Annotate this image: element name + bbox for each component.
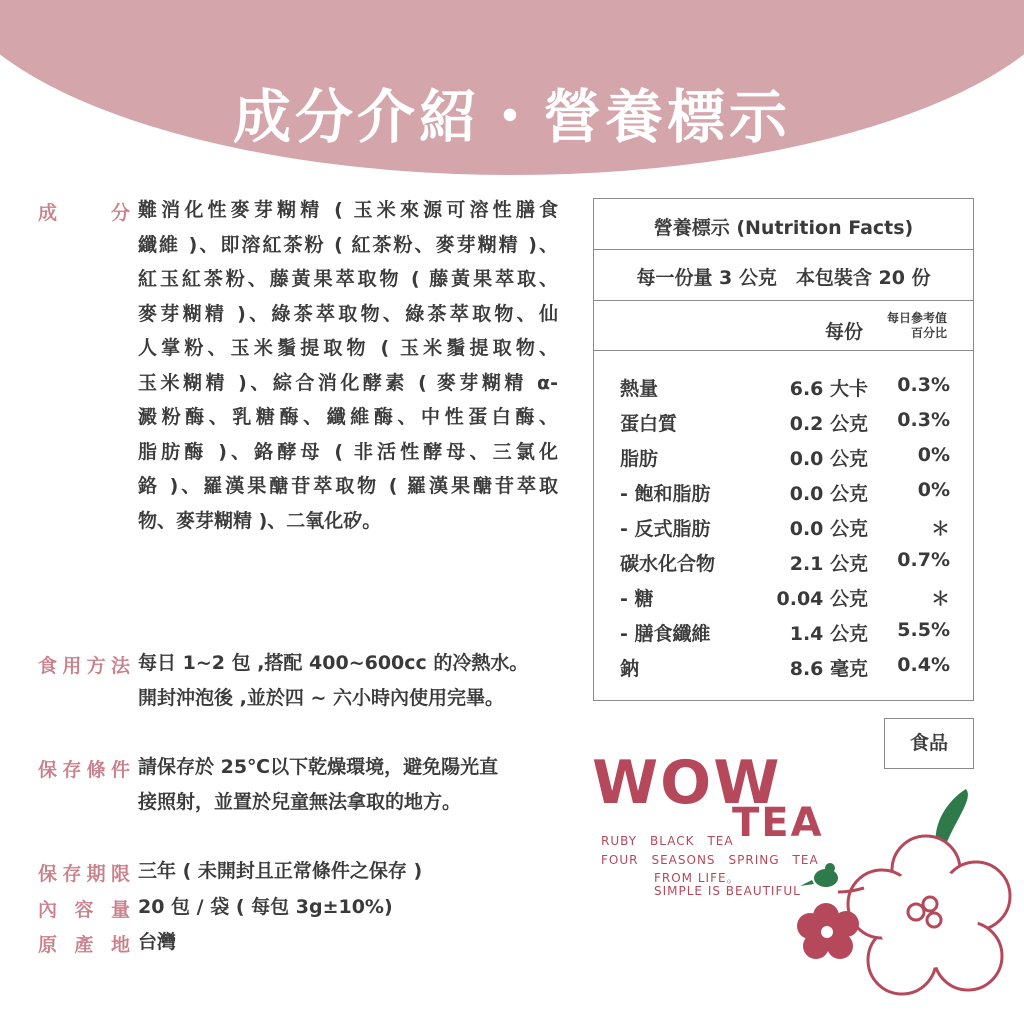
nutrition-title: 營養標示 (Nutrition Facts) (653, 217, 914, 239)
food-category-tag: 食品 (884, 718, 974, 769)
nutrient-row (620, 549, 950, 583)
nutrient-daily-pct: 0% (917, 444, 950, 466)
ingredients-line: 物、麥芽糊精 )、二氧化矽。 (138, 509, 382, 532)
nutrient-row (620, 584, 950, 618)
logo-tagline-3: FROM LIFE。 (654, 871, 740, 885)
nutrient-name: - 飽和脂肪 (620, 483, 711, 505)
nutrient-amount: 0.0 公克 (789, 518, 868, 540)
storage-line: 接照射，並置於兒童無法拿取的地方。 (138, 790, 462, 813)
ingredients-line: 麥芽糊精 )、綠茶萃取物、綠茶萃取物、仙 (138, 302, 558, 325)
brand-logo-tea: TEA (732, 800, 824, 846)
flower-illustration (790, 780, 1024, 1024)
nutrient-amount: 0.04 公克 (776, 588, 868, 610)
contents-label: 內容量 (38, 899, 130, 921)
nutrient-daily-pct: 0.7% (897, 549, 950, 571)
logo-tagline-1: RUBY BLACK TEA (601, 834, 734, 848)
serving-info: 每一份量 3 公克 本包裝含 20 份 (636, 267, 931, 289)
ingredients-line: 脂肪酶 )、鉻酵母 ( 非活性酵母、三氯化 (138, 440, 558, 463)
nutrient-row (620, 654, 950, 688)
ingredients-line: 紅玉紅茶粉、藤黃果萃取物 ( 藤黃果萃取、 (138, 268, 558, 290)
nutrient-amount: 8.6 毫克 (789, 658, 868, 680)
nutrient-name: - 膳食纖維 (620, 623, 711, 645)
ingredients-text (138, 193, 558, 538)
page-title: 成分介紹・營養標示 (232, 83, 791, 151)
storage-label: 保存條件 (38, 759, 130, 781)
ingredients-line: 難消化性麥芽糊精 ( 玉米來源可溶性膳食 (138, 199, 558, 221)
daily-value-header-line: 百分比 (910, 326, 947, 340)
nutrient-daily-pct: ＊ (930, 588, 950, 610)
logo-tagline-4: SIMPLE IS BEAUTIFUL (654, 884, 801, 898)
nutrient-daily-pct: 0.3% (897, 374, 950, 396)
nutrition-facts-table (593, 198, 974, 701)
storage-text (138, 750, 558, 819)
nutrient-amount: 0.2 公克 (789, 413, 868, 435)
nutrient-name: 碳水化合物 (620, 553, 716, 575)
nutrient-daily-pct: ＊ (930, 518, 950, 540)
contents-value: 20 包 / 袋 ( 每包 3g±10%) (138, 896, 393, 918)
shelf-life-value: 三年 ( 未開封且正常條件之保存 ) (138, 860, 423, 882)
nutrient-row (620, 479, 950, 513)
daily-value-header (867, 311, 947, 341)
usage-label: 食用方法 (38, 655, 130, 677)
usage-text (138, 646, 558, 715)
divider (594, 350, 973, 351)
divider (594, 300, 973, 301)
nutrient-amount: 6.6 大卡 (789, 378, 868, 400)
nutrient-daily-pct: 0% (917, 479, 950, 501)
usage-line: 每日 1~2 包 ,搭配 400~600cc 的冷熱水。 (138, 652, 529, 674)
nutrient-row (620, 409, 950, 443)
storage-line: 請保存於 25℃以下乾燥環境，避免陽光直 (138, 756, 499, 778)
nutrient-amount: 0.0 公克 (789, 448, 868, 470)
nutrient-name: 鈉 (620, 658, 640, 680)
nutrient-amount: 1.4 公克 (789, 623, 868, 645)
ingredients-line: 鉻 )、羅漢果醣苷萃取物 ( 羅漢果醣苷萃取 (138, 475, 558, 497)
nutrient-row (620, 374, 950, 408)
nutrient-name: 熱量 (620, 378, 659, 400)
logo-tagline-2: FOUR SEASONS SPRING TEA (601, 853, 819, 867)
nutrient-daily-pct: 0.3% (897, 409, 950, 431)
ingredients-line: 玉米糊精 )、綜合消化酵素 ( 麥芽糊精 α- (138, 371, 558, 394)
brand-logo-wow: WOW (592, 748, 782, 818)
ingredients-line: 澱粉酶、乳糖酶、纖維酶、中性蛋白酶、 (138, 406, 558, 428)
ingredients-line: 纖維 )、即溶紅茶粉 ( 紅茶粉、麥芽糊精 )、 (138, 233, 558, 256)
shelf-life-label: 保存期限 (38, 863, 130, 885)
ingredients-line: 人掌粉、玉米鬚提取物 ( 玉米鬚提取物、 (138, 337, 558, 359)
nutrient-name: - 反式脂肪 (620, 518, 711, 540)
nutrient-name: - 糖 (620, 588, 654, 610)
per-serving-header: 每份 (824, 321, 863, 343)
nutrient-row (620, 619, 950, 653)
nutrient-name: 脂肪 (620, 448, 659, 470)
nutrient-amount: 0.0 公克 (789, 483, 868, 505)
origin-label: 原產地 (38, 934, 130, 956)
daily-value-header-line: 每日參考值 (886, 311, 947, 325)
ingredients-label: 成分 (38, 202, 130, 224)
nutrient-daily-pct: 0.4% (897, 654, 950, 676)
origin-value: 台灣 (138, 931, 177, 953)
nutrient-amount: 2.1 公克 (789, 553, 868, 575)
nutrient-name: 蛋白質 (620, 413, 678, 435)
divider (594, 249, 973, 250)
nutrient-daily-pct: 5.5% (897, 619, 950, 641)
usage-line: 開封沖泡後 ,並於四 ~ 六小時內使用完畢。 (138, 686, 504, 709)
nutrient-row (620, 514, 950, 548)
nutrient-row (620, 444, 950, 478)
